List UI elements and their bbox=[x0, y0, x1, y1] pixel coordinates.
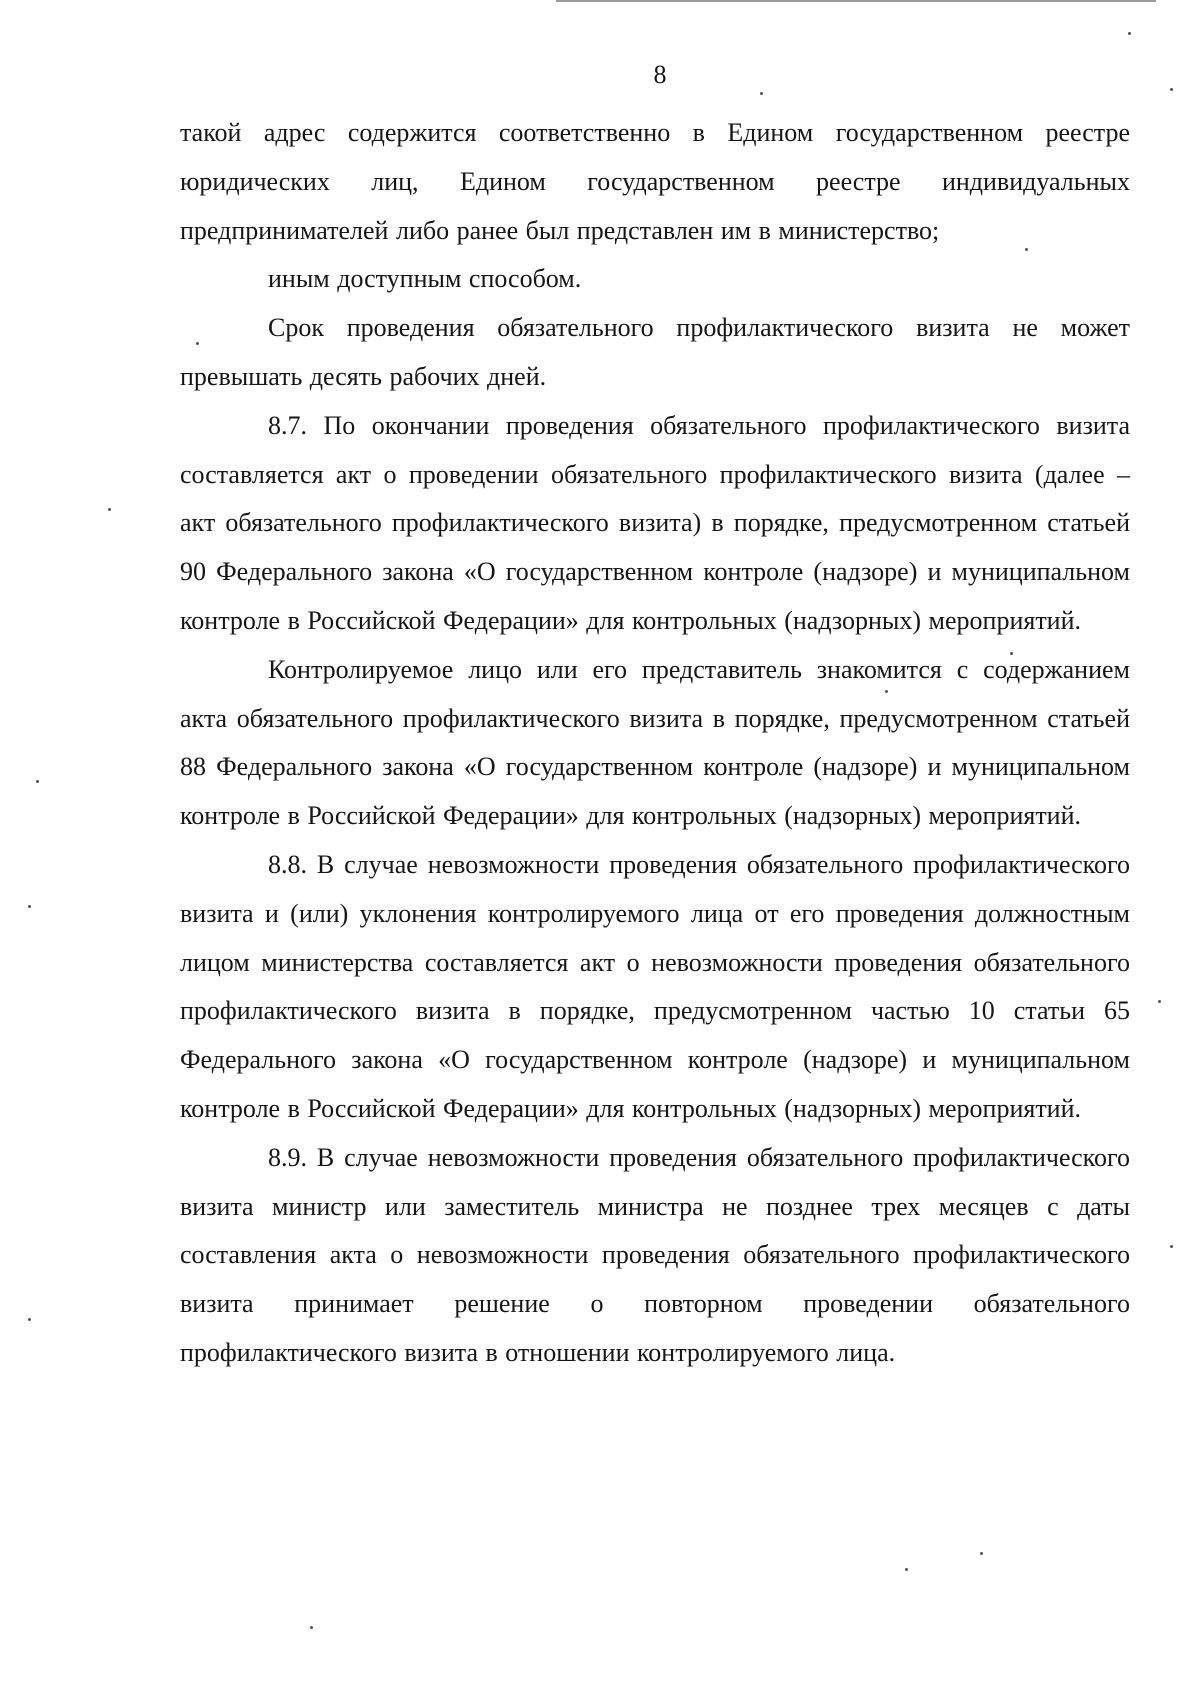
scan-speck bbox=[1170, 88, 1173, 91]
document-body bbox=[180, 109, 1130, 1378]
paragraph-other-method: иным доступным способом. bbox=[268, 264, 582, 294]
paragraph-8-9: 8.9. В случае невозможности проведения обязательного профилактического визита министр или заместитель министра не позднее трех месяцев с даты составления акта о невозможности проведения обязательного профилактического визита принимает решение о повторном проведении обязательного профилактического визита в отношении контролируемого лица. bbox=[180, 1142, 1130, 1367]
scan-speck bbox=[1010, 652, 1013, 655]
scan-speck bbox=[980, 1552, 983, 1555]
paragraph-controlled-person: Контролируемое лицо или его представитель знакомится с содержанием акта обязательного профилактического визита в порядке, предусмотренном статьей 88 Федерального закона «О государственном контроле (надзоре) и муниципальном контроле в Российской Федерации» для контрольных (надзорных) мероприятий. bbox=[180, 654, 1130, 831]
scan-speck bbox=[36, 780, 39, 783]
scan-speck bbox=[310, 1626, 313, 1629]
scan-speck bbox=[1025, 248, 1028, 251]
scan-speck bbox=[1158, 1000, 1161, 1003]
scan-speck bbox=[760, 92, 763, 95]
scan-speck bbox=[28, 905, 31, 908]
paragraph-visit-duration: Срок проведения обязательного профилактического визита не может превышать десять рабочих дней. bbox=[180, 313, 1130, 391]
page-number: 8 bbox=[653, 60, 667, 89]
scan-edge-line bbox=[556, 0, 1156, 2]
scan-speck bbox=[905, 1568, 908, 1571]
scan-speck bbox=[108, 508, 111, 511]
scan-speck bbox=[196, 342, 199, 345]
paragraph-address-continuation: такой адрес содержится соответственно в Едином государственном реестре юридических лиц, Едином государственном реестре индивидуальных предпринимателей либо ранее был представлен им в министерство; bbox=[180, 118, 1130, 245]
scan-speck bbox=[885, 690, 888, 693]
scan-speck bbox=[1128, 32, 1131, 35]
scan-speck bbox=[28, 1318, 31, 1321]
paragraph-8-8: 8.8. В случае невозможности проведения обязательного профилактического визита и (или) уклонения контролируемого лица от его проведения должностным лицом министерства составляется акт о невозможности проведения обязательного профилактического визита в порядке, предусмотренном частью 10 статьи 65 Федерального закона «О государственном контроле (надзоре) и муниципальном контроле в Российской Федерации» для контрольных (надзорных) мероприятий. bbox=[180, 849, 1130, 1123]
scan-speck bbox=[1170, 1245, 1173, 1248]
paragraph-8-7: 8.7. По окончании проведения обязательного профилактического визита составляется акт о проведении обязательного профилактического визита (далее – акт обязательного профилактического визита) в порядке, предусмотренном статьей 90 Федерального закона «О государственном контроле (надзоре) и муниципальном контроле в Российской Федерации» для контрольных (надзорных) мероприятий. bbox=[180, 410, 1130, 635]
